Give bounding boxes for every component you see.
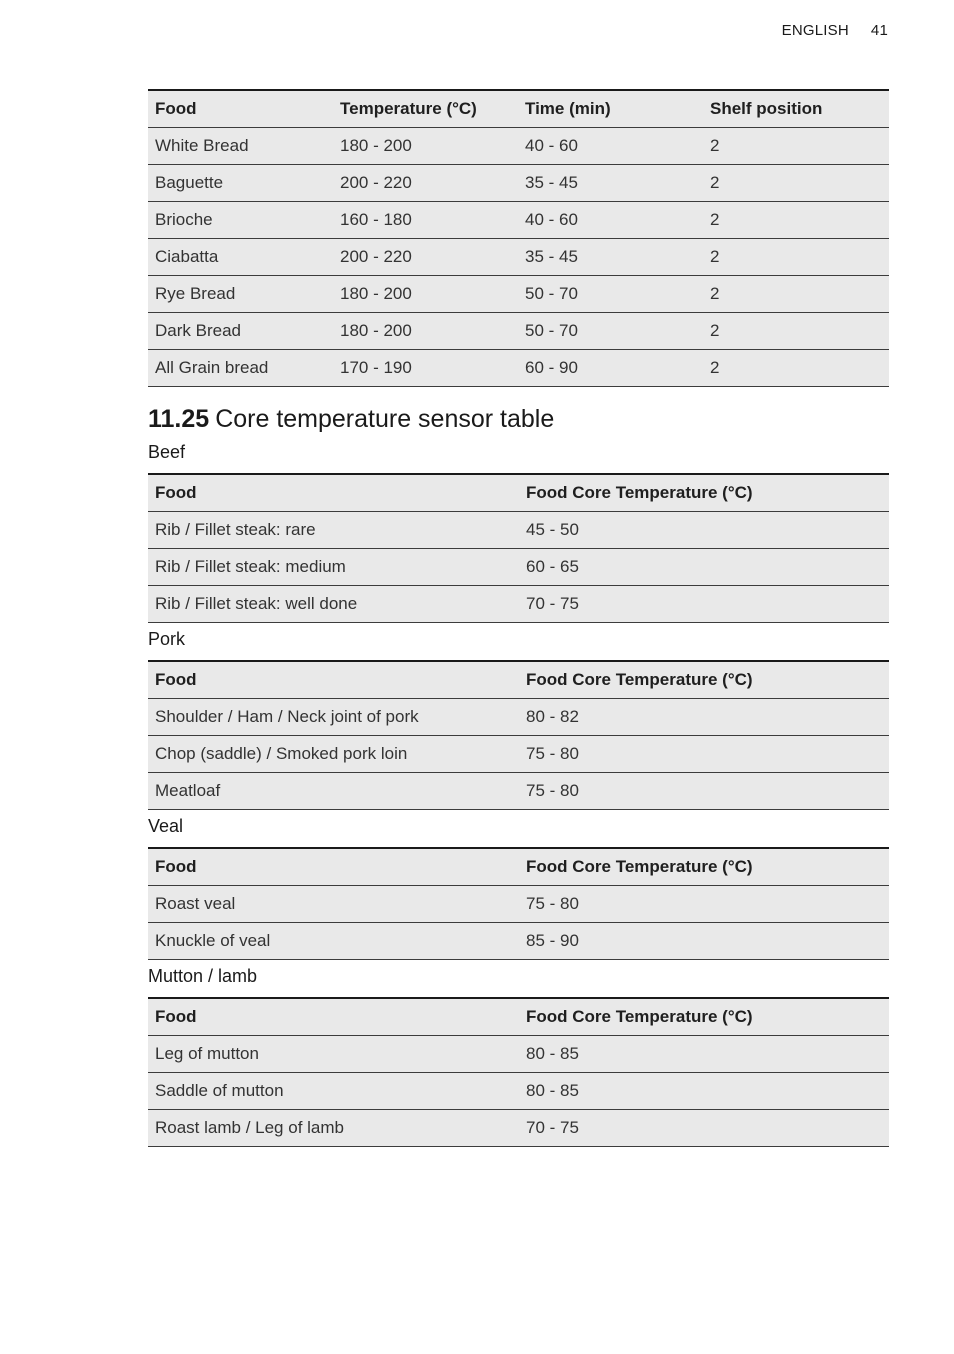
pork-label: Pork bbox=[148, 629, 186, 649]
table-cell: Rib / Fillet steak: rare bbox=[148, 512, 519, 549]
table-row bbox=[148, 313, 889, 350]
column-header: Shelf position bbox=[703, 90, 889, 128]
table-cell: 35 - 45 bbox=[518, 239, 703, 276]
table-cell: 2 bbox=[703, 239, 889, 276]
table-row bbox=[148, 128, 889, 165]
table-row bbox=[148, 886, 889, 923]
table-cell: Roast lamb / Leg of lamb bbox=[148, 1110, 519, 1147]
table-row bbox=[148, 165, 889, 202]
column-header: Food bbox=[148, 998, 519, 1036]
table-cell: Meatloaf bbox=[148, 773, 519, 810]
mutton-lamb-table bbox=[148, 997, 889, 1147]
table-cell: 75 - 80 bbox=[519, 773, 889, 810]
veal-label: Veal bbox=[148, 816, 184, 836]
table-row bbox=[148, 202, 889, 239]
table-cell: 180 - 200 bbox=[333, 313, 518, 350]
table-cell: Rib / Fillet steak: medium bbox=[148, 549, 519, 586]
table-cell: 80 - 82 bbox=[519, 699, 889, 736]
table-cell: Rib / Fillet steak: well done bbox=[148, 586, 519, 623]
table-cell: 75 - 80 bbox=[519, 736, 889, 773]
table-header-row bbox=[148, 90, 889, 128]
table-cell: Rye Bread bbox=[148, 276, 333, 313]
table-row bbox=[148, 239, 889, 276]
column-header: Food bbox=[148, 848, 519, 886]
table-row bbox=[148, 773, 889, 810]
table-row bbox=[148, 276, 889, 313]
table-cell: 160 - 180 bbox=[333, 202, 518, 239]
mutton-lamb-label: Mutton / lamb bbox=[148, 966, 258, 986]
table-row bbox=[148, 699, 889, 736]
column-header: Time (min) bbox=[518, 90, 703, 128]
table-cell: Leg of mutton bbox=[148, 1036, 519, 1073]
table-cell: 170 - 190 bbox=[333, 350, 518, 387]
table-cell: Brioche bbox=[148, 202, 333, 239]
table-cell: Knuckle of veal bbox=[148, 923, 519, 960]
table-cell: 50 - 70 bbox=[518, 276, 703, 313]
table-cell: 85 - 90 bbox=[519, 923, 889, 960]
page-header bbox=[782, 22, 888, 39]
column-header: Food bbox=[148, 474, 519, 512]
column-header: Food Core Temperature (°C) bbox=[519, 661, 889, 699]
table-cell: Baguette bbox=[148, 165, 333, 202]
table-row bbox=[148, 736, 889, 773]
table-cell: White Bread bbox=[148, 128, 333, 165]
column-header: Temperature (°C) bbox=[333, 90, 518, 128]
column-header: Food bbox=[148, 90, 333, 128]
table-header-row bbox=[148, 474, 889, 512]
table-header-row bbox=[148, 998, 889, 1036]
section-title bbox=[148, 402, 889, 436]
table-cell: 200 - 220 bbox=[333, 165, 518, 202]
table-cell: 2 bbox=[703, 128, 889, 165]
table-cell: 200 - 220 bbox=[333, 239, 518, 276]
page-number: 41 bbox=[870, 22, 888, 39]
column-header: Food Core Temperature (°C) bbox=[519, 848, 889, 886]
table-row bbox=[148, 549, 889, 586]
table-cell: Dark Bread bbox=[148, 313, 333, 350]
table-row bbox=[148, 1110, 889, 1147]
table-cell: 75 - 80 bbox=[519, 886, 889, 923]
section-number: 11.25 bbox=[148, 405, 210, 433]
table-cell: Ciabatta bbox=[148, 239, 333, 276]
table-cell: All Grain bread bbox=[148, 350, 333, 387]
table-row bbox=[148, 586, 889, 623]
beef-table bbox=[148, 473, 889, 623]
table-cell: 2 bbox=[703, 165, 889, 202]
table-cell: Shoulder / Ham / Neck joint of pork bbox=[148, 699, 519, 736]
table-cell: 50 - 70 bbox=[518, 313, 703, 350]
table-cell: 60 - 65 bbox=[519, 549, 889, 586]
table-cell: 40 - 60 bbox=[518, 202, 703, 239]
table-cell: 180 - 200 bbox=[333, 128, 518, 165]
table-header-row bbox=[148, 661, 889, 699]
column-header: Food Core Temperature (°C) bbox=[519, 998, 889, 1036]
table-row bbox=[148, 923, 889, 960]
table-cell: Roast veal bbox=[148, 886, 519, 923]
table-cell: 45 - 50 bbox=[519, 512, 889, 549]
table-cell: 60 - 90 bbox=[518, 350, 703, 387]
content bbox=[148, 89, 889, 1147]
table-cell: Saddle of mutton bbox=[148, 1073, 519, 1110]
table-row bbox=[148, 1036, 889, 1073]
table-cell: 2 bbox=[703, 276, 889, 313]
table-cell: 2 bbox=[703, 350, 889, 387]
section-title-text: Core temperature sensor table bbox=[215, 405, 555, 433]
table-cell: 2 bbox=[703, 202, 889, 239]
table-header-row bbox=[148, 848, 889, 886]
table-cell: 80 - 85 bbox=[519, 1073, 889, 1110]
table-cell: Chop (saddle) / Smoked pork loin bbox=[148, 736, 519, 773]
table-cell: 2 bbox=[703, 313, 889, 350]
table-cell: 80 - 85 bbox=[519, 1036, 889, 1073]
language-label: ENGLISH bbox=[781, 22, 849, 39]
table-cell: 70 - 75 bbox=[519, 586, 889, 623]
table-row bbox=[148, 350, 889, 387]
table-row bbox=[148, 1073, 889, 1110]
column-header: Food bbox=[148, 661, 519, 699]
table-cell: 180 - 200 bbox=[333, 276, 518, 313]
bread-table bbox=[148, 89, 889, 387]
table-cell: 35 - 45 bbox=[518, 165, 703, 202]
table-cell: 40 - 60 bbox=[518, 128, 703, 165]
column-header: Food Core Temperature (°C) bbox=[519, 474, 889, 512]
table-row bbox=[148, 512, 889, 549]
veal-table bbox=[148, 847, 889, 960]
pork-table bbox=[148, 660, 889, 810]
table-cell: 70 - 75 bbox=[519, 1110, 889, 1147]
beef-label: Beef bbox=[148, 442, 186, 462]
